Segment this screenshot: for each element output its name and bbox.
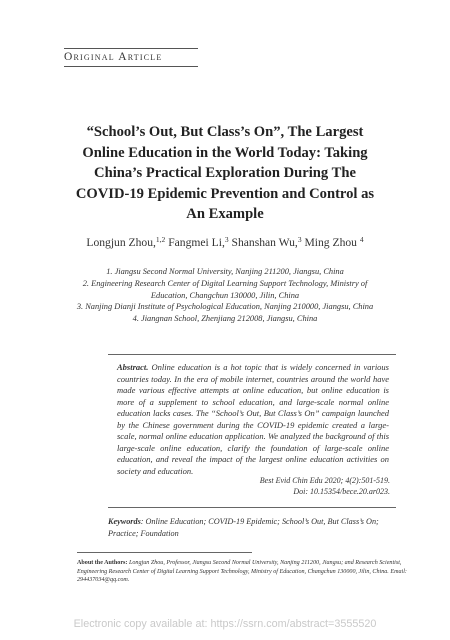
affiliation-item: 4. Jiangnan School, Zhenjiang 212008, Jiangsu, China: [132, 314, 318, 324]
abstract-rule-top: [108, 354, 396, 355]
abstract-text: Online education is a hot topic that is widely concerned in various countries today. In the era of mobile internet, countries around the world have made various effective attempts at online education, but online education is more of a supplement to school education, and large-scale normal online education lacks cases. The “School’s Out, But Class’s On” campaign launched by the Chinese government during the COVID-19 epidemic created a large-scale, normal online education application. We analyzed the background of this large-scale online education, clarify the foundation of large-scale online education, and reveal the impact of the largest online education activities on society and education.: [117, 362, 389, 476]
ssrn-watermark: Electronic copy available at: https://ssrn.com/abstract=3555520: [73, 618, 377, 630]
author-name: Shanshan Wu,: [228, 236, 298, 249]
author-name: Ming Zhou: [301, 236, 360, 249]
keywords-text: : Online Education; COVID-19 Epidemic; School’s Out, But Class’s On; Practice; Foundation: [108, 517, 379, 538]
paper-title: “School’s Out, But Class’s On”, The Largest Online Education in the World Today: Taking China’s Practical Exploration During The COVID-19 Epidemic Prevention and Control as An Example: [75, 124, 375, 222]
header-rule-bottom: [64, 66, 198, 67]
affiliation-item: 1. Jiangsu Second Normal University, Nanjing 211200, Jiangsu, China: [106, 267, 344, 276]
author-name: Longjun Zhou,: [86, 236, 156, 249]
abstract-label: Abstract.: [117, 362, 149, 372]
abstract: [117, 362, 389, 477]
section-label: Original Article: [64, 51, 163, 63]
citation-doi: Doi: 10.15354/bece.20.ar023.: [293, 487, 390, 496]
affiliation-item: 2. Engineering Research Center of Digital Learning Support Technology, Ministry of Education, Changchun 130000, Jilin, China: [82, 278, 368, 300]
footnote-rule: [77, 552, 252, 553]
author-affil-ref: 4: [359, 235, 364, 244]
keywords-label: Keywords: [108, 517, 141, 526]
keywords: [108, 516, 398, 539]
affiliation-item: 3. Nanjing Dianji Institute of Psychological Education, Nanjing 210000, Jiangsu, China: [76, 302, 374, 312]
header-rule-top: [64, 48, 198, 49]
author-affil-ref: 3: [224, 235, 229, 244]
author-name: Fangmei Li,: [165, 236, 225, 249]
author-list: [40, 236, 410, 249]
author-affil-ref: 3: [297, 235, 302, 244]
author-footnote: [77, 559, 407, 585]
footnote-text: Longjun Zhou, Professor, Jiangsu Second Normal University, Nanjing 211200, Jiangsu; and Research Scientist, Engineering Research Center of Digital Learning Support Technology, Ministry of Education, Changchun 130000, Jilin, China. Email: 294437034@qq.com.: [77, 560, 407, 584]
citation-journal: Best Evid Chin Edu 2020; 4(2):501-519.: [259, 476, 390, 485]
footnote-label: About the Authors:: [77, 560, 128, 566]
citation-block: [200, 475, 390, 497]
author-affil-ref: 1,2: [155, 235, 166, 244]
abstract-rule-bottom: [108, 507, 396, 508]
affiliation-list: [70, 266, 380, 325]
